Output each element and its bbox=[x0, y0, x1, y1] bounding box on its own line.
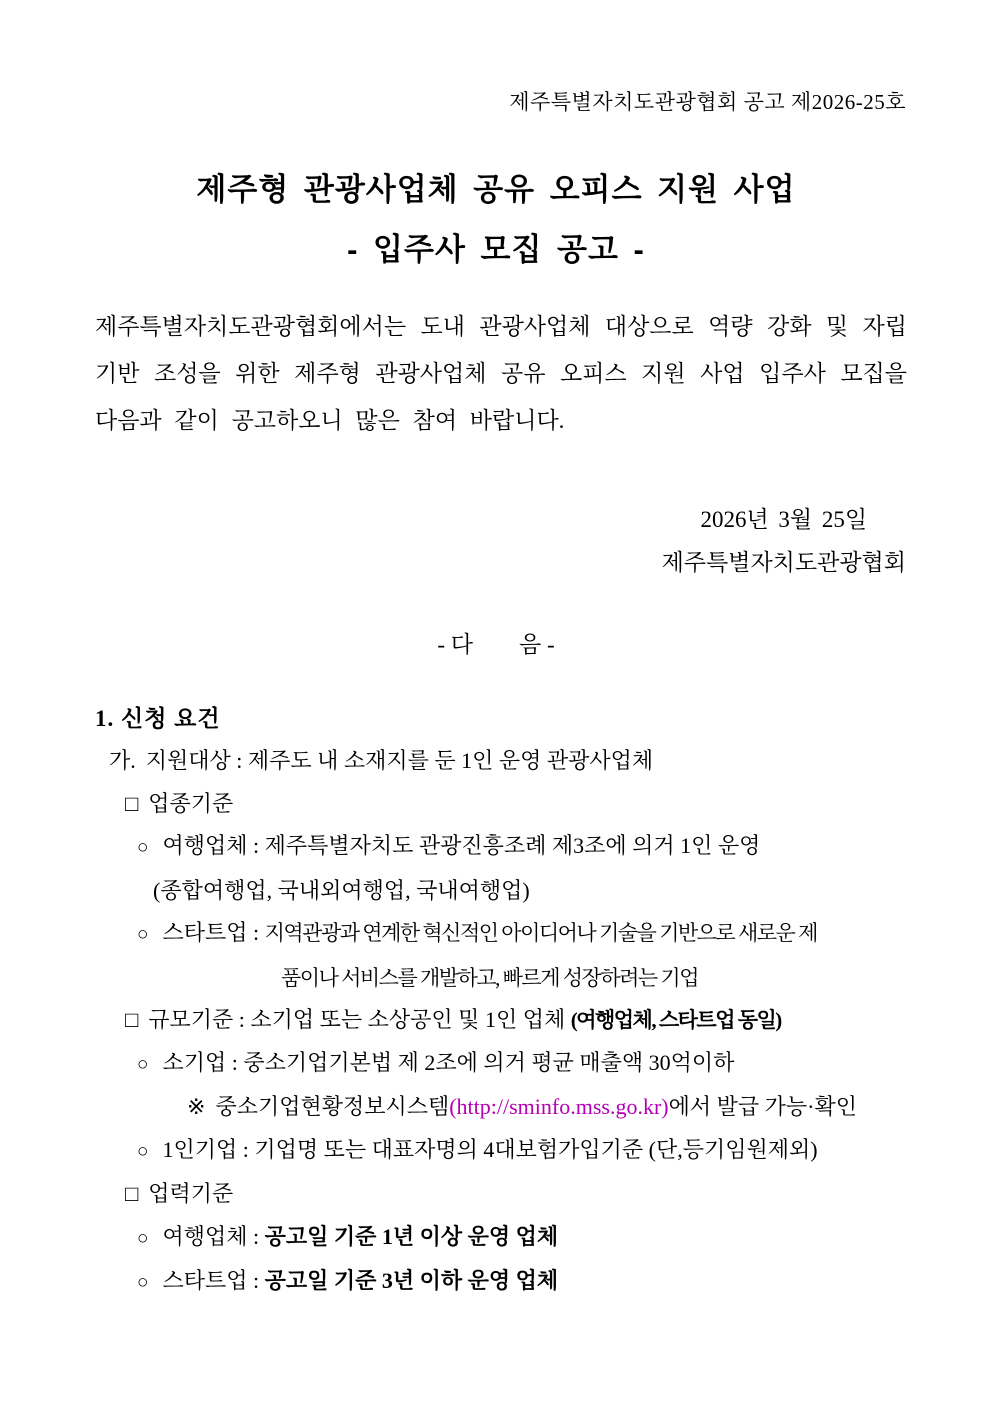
sminfo-note-suffix: 에서 발급 가능·확인 bbox=[668, 1094, 857, 1119]
square-bullet-icon: □ bbox=[125, 1181, 139, 1206]
page-title-line1: 제주형 관광사업체 공유 오피스 지원 사업 bbox=[196, 172, 796, 207]
circle-bullet-icon: ○ bbox=[137, 1053, 149, 1075]
line-scale-criteria bbox=[95, 999, 955, 1042]
reference-mark-icon: ※ bbox=[187, 1094, 206, 1119]
section-heading: 1. 신청 요건 bbox=[95, 706, 221, 731]
ga-bullet: 가. bbox=[109, 748, 136, 773]
scale-criteria-text: 규모기준 : 소기업 또는 소상공인 및 1인 업체 bbox=[148, 1007, 571, 1032]
daum-divider: - 다 음 - bbox=[437, 632, 555, 657]
square-bullet-icon: □ bbox=[125, 1007, 139, 1032]
square-bullet-icon: □ bbox=[125, 790, 139, 816]
line-support-target bbox=[95, 740, 955, 783]
line-travel-business bbox=[95, 825, 955, 870]
industry-criteria-label: 업종기준 bbox=[148, 790, 234, 816]
scale-criteria-bold-text: (여행업체, 스타트업 동일) bbox=[570, 1008, 781, 1032]
page-title-line2: - 입주사 모집 공고 - bbox=[347, 232, 645, 267]
one-person-company-text: 1인기업 : 기업명 또는 대표자명의 4대보험가입기준 (단,등기임원제외) bbox=[162, 1136, 818, 1162]
history-startup-bold-text: 공고일 기준 3년 이하 운영 업체 bbox=[264, 1268, 559, 1293]
line-industry-criteria-header bbox=[95, 783, 955, 826]
section-application-requirements bbox=[95, 698, 955, 1305]
startup-definition-text: 지역관광과 연계한 혁신적인 아이디어나 기술을 기반으로 새로운 제 bbox=[264, 921, 817, 945]
small-business-text: 소기업 : 중소기업기본법 제 2조에 의거 평균 매출액 30억이하 bbox=[162, 1049, 735, 1075]
circle-bullet-icon: ○ bbox=[137, 1272, 149, 1293]
org-name: 제주특별자치도관광협회 bbox=[661, 550, 906, 575]
line-startup-definition bbox=[95, 912, 955, 957]
line-small-business bbox=[95, 1042, 955, 1087]
travel-business-types-text: (종합여행업, 국내외여행업, 국내여행업) bbox=[153, 877, 530, 903]
circle-bullet-icon: ○ bbox=[137, 837, 149, 858]
sminfo-link[interactable]: (http://sminfo.mss.go.kr) bbox=[449, 1094, 669, 1119]
page-title bbox=[0, 160, 992, 280]
history-startup-label: 스타트업 : bbox=[162, 1268, 265, 1293]
history-travel-label: 여행업체 : bbox=[162, 1223, 265, 1249]
line-startup-definition-cont bbox=[95, 957, 955, 1000]
line-history-travel bbox=[95, 1216, 955, 1261]
line-history-criteria-header bbox=[95, 1173, 955, 1216]
circle-bullet-icon: ○ bbox=[137, 1227, 149, 1249]
line-one-person-company bbox=[95, 1129, 955, 1174]
line-history-startup bbox=[95, 1260, 955, 1305]
line-travel-business-types bbox=[95, 870, 955, 913]
startup-label: 스타트업 : bbox=[162, 920, 265, 945]
history-travel-bold-text: 공고일 기준 1년 이상 운영 업체 bbox=[264, 1223, 559, 1249]
announcement-date: 2026년 3월 25일 bbox=[700, 507, 868, 532]
support-target-text: 지원대상 : 제주도 내 소재지를 둔 1인 운영 관광사업체 bbox=[145, 748, 654, 773]
history-criteria-label: 업력기준 bbox=[148, 1181, 234, 1206]
signature-block bbox=[662, 498, 906, 584]
startup-definition-cont-text: 품이나 서비스를 개발하고, 빠르게 성장하려는 기업 bbox=[281, 965, 699, 990]
travel-business-text: 여행업체 : 제주특별자치도 관광진흥조례 제3조에 의거 1인 운영 bbox=[162, 833, 761, 858]
line-sminfo-note bbox=[95, 1086, 955, 1129]
sminfo-note-prefix: 중소기업현황정보시스템 bbox=[215, 1094, 450, 1119]
doc-number: 제주특별자치도관광협회 공고 제2026-25호 bbox=[509, 90, 906, 114]
circle-bullet-icon: ○ bbox=[137, 1140, 149, 1162]
intro-paragraph: 제주특별자치도관광협회에서는 도내 관광사업체 대상으로 역량 강화 및 자립 기반 조성을 위한 제주형 관광사업체 공유 오피스 지원 사업 입주사 모집을 다음과 같이 공고하오니 많은 참여 바랍니다. bbox=[95, 314, 907, 433]
circle-bullet-icon: ○ bbox=[137, 924, 149, 945]
